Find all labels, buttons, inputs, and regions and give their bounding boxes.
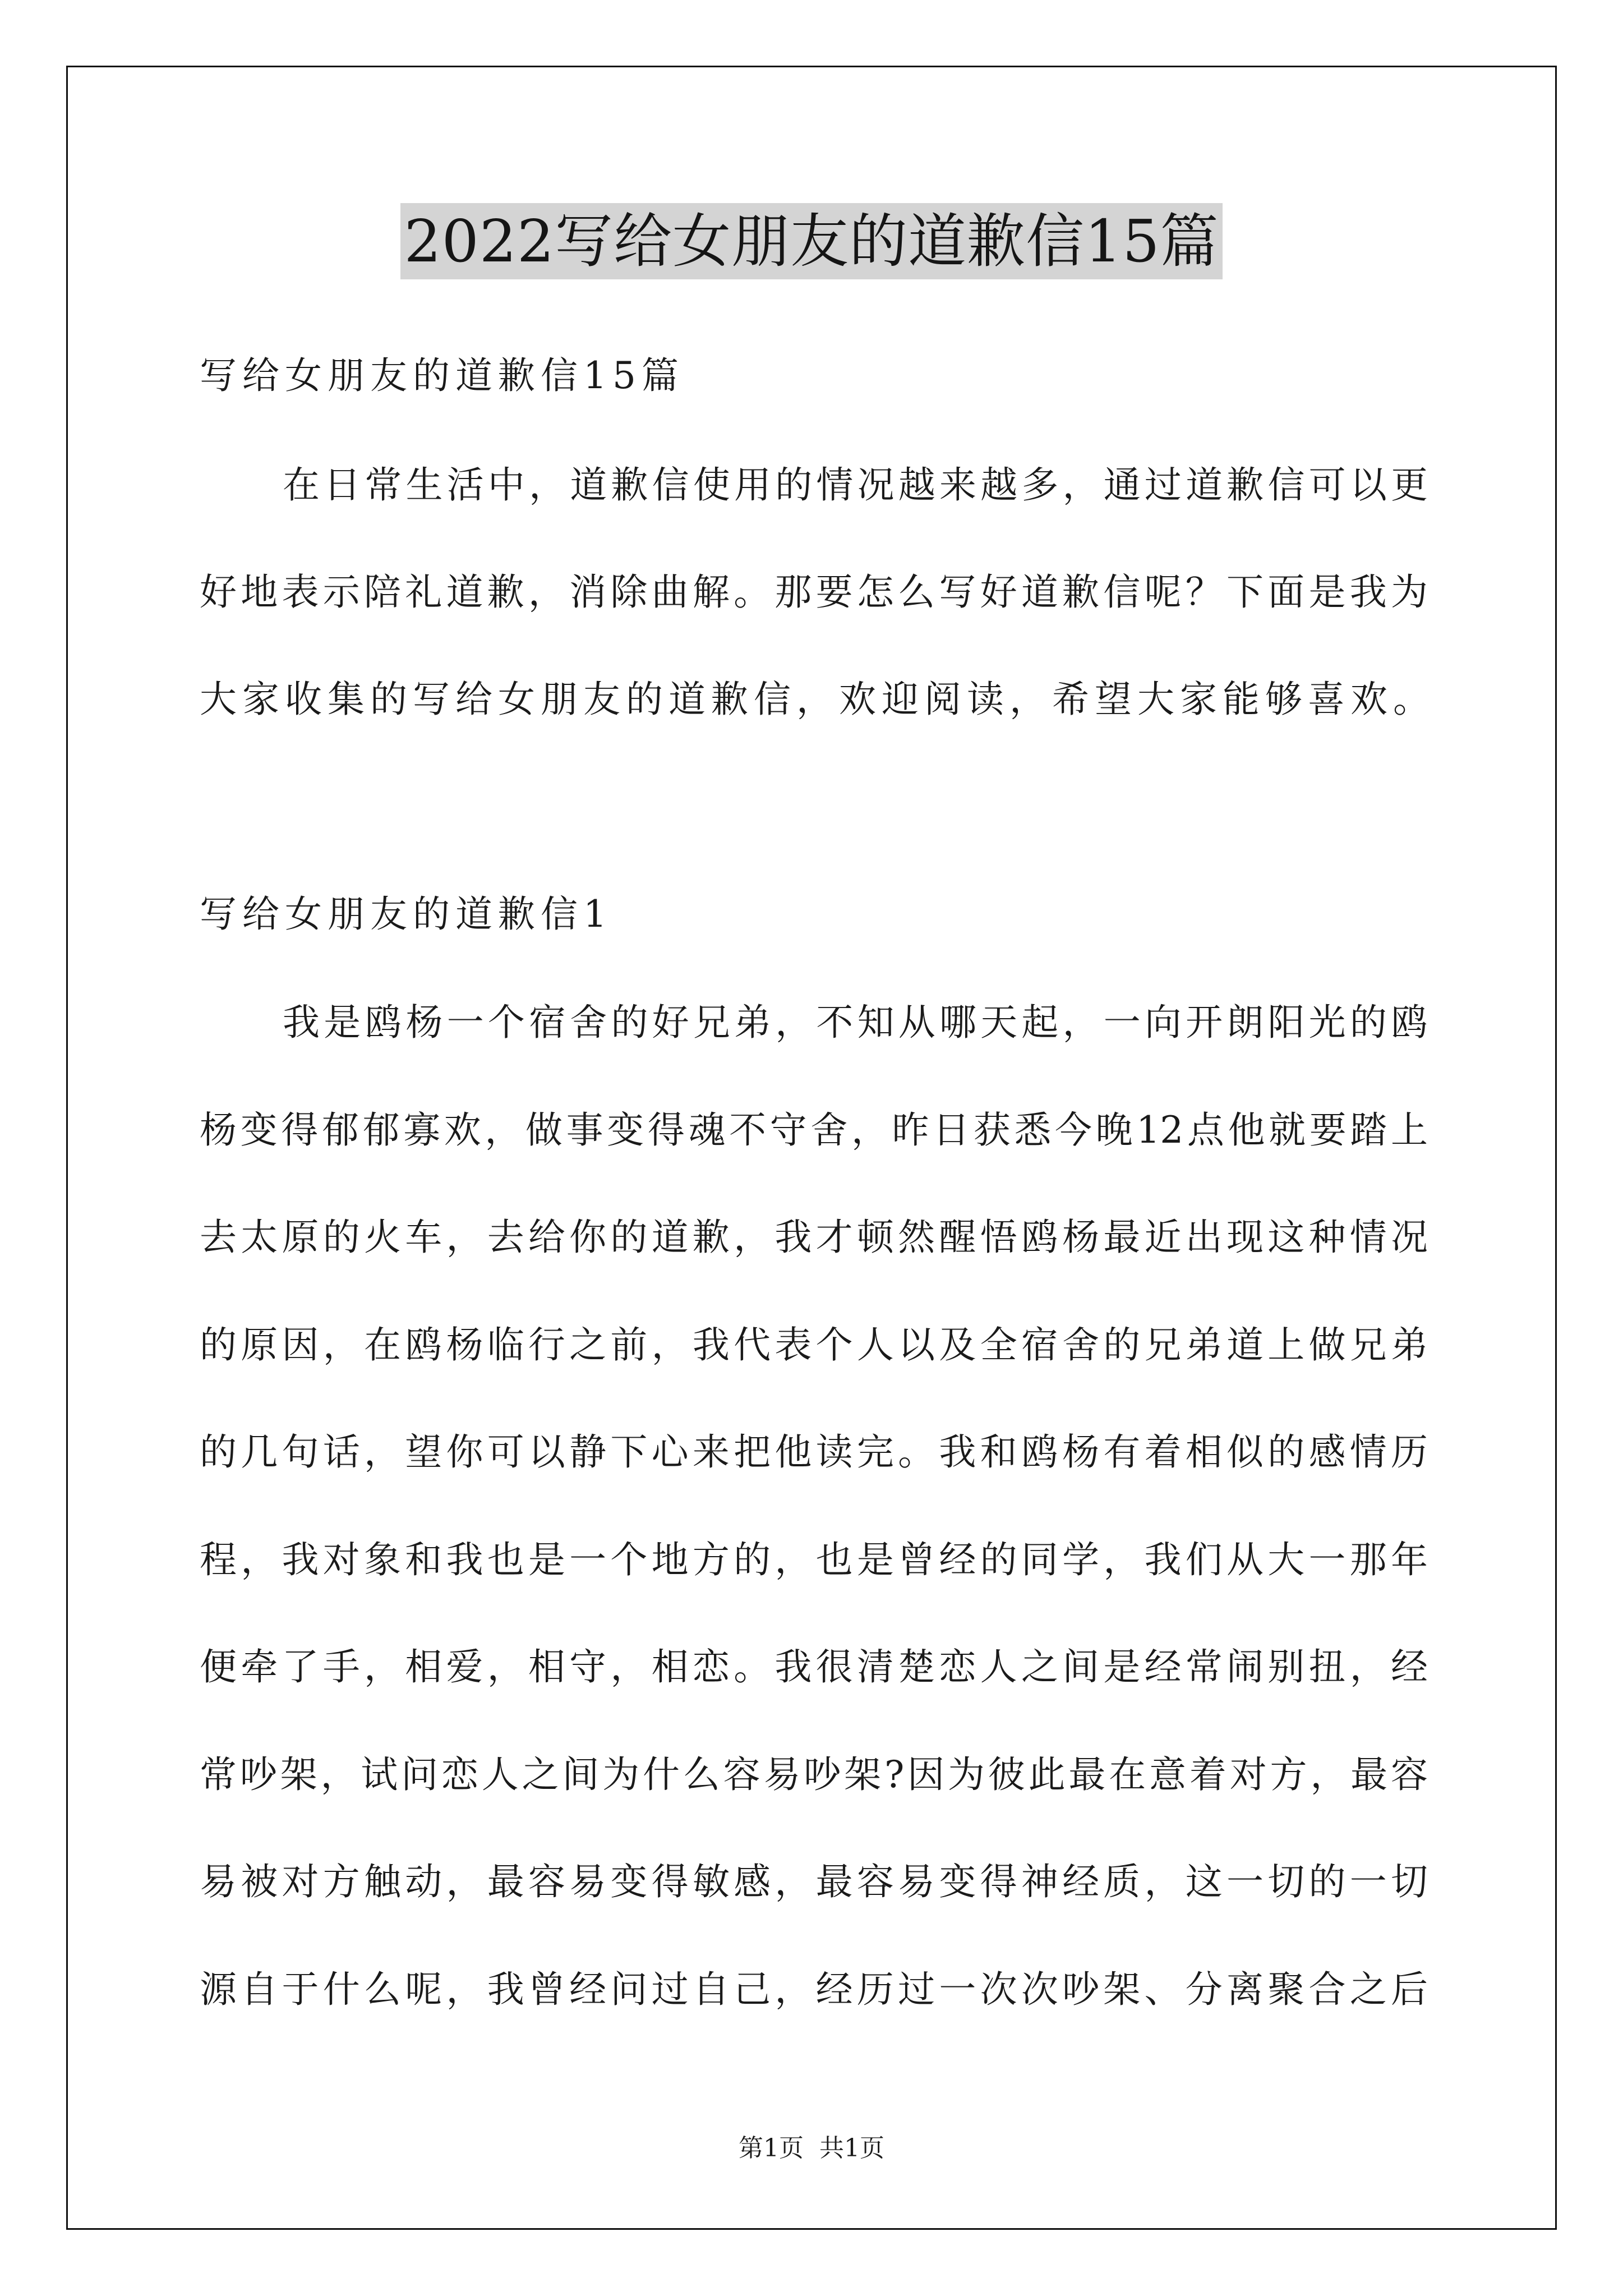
page-number: 第1页 [739,2134,804,2162]
section-heading: 写给女朋友的道歉信1 [200,892,612,936]
intro-line: 好地表示陪礼道歉，消除曲解。那要怎么写好道歉信呢？下面是我为 [200,570,1428,614]
document-title: 2022写给女朋友的道歉信15篇 [400,203,1222,279]
body-line: 常吵架，试问恋人之间为什么容易吵架?因为彼此最在意着对方，最容 [200,1753,1428,1796]
body-line: 程，我对象和我也是一个地方的，也是曾经的同学，我们从大一那年 [200,1538,1428,1581]
body-line: 易被对方触动，最容易变得敏感，最容易变得神经质，这一切的一切 [200,1860,1428,1903]
body-line: 源自于什么呢，我曾经问过自己，经历过一次次吵架、分离聚合之后 [200,1968,1428,2011]
subtitle: 写给女朋友的道歉信15篇 [200,354,684,397]
body-line: 的原因，在鸥杨临行之前，我代表个人以及全宿舍的兄弟道上做兄弟 [200,1323,1428,1366]
body-line: 去太原的火车，去给你的道歉，我才顿然醒悟鸥杨最近出现这种情况 [200,1216,1428,1259]
page-footer [0,2132,1623,2165]
intro-line: 大家收集的写给女朋友的道歉信，欢迎阅读，希望大家能够喜欢。 [200,678,1436,721]
body-line: 我是鸥杨一个宿舍的好兄弟，不知从哪天起，一向开朗阳光的鸥 [283,1001,1428,1044]
body-line: 的几句话，望你可以静下心来把他读完。我和鸥杨有着相似的感情历 [200,1430,1428,1474]
body-line: 便牵了手，相爱，相守，相恋。我很清楚恋人之间是经常闹别扭，经 [200,1645,1428,1688]
intro-line: 在日常生活中，道歉信使用的情况越来越多，通过道歉信可以更 [283,463,1428,507]
page-total: 共1页 [819,2134,884,2162]
title-container [0,203,1623,279]
body-line: 杨变得郁郁寡欢，做事变得魂不守舍，昨日获悉今晚12点他就要踏上 [200,1108,1428,1152]
